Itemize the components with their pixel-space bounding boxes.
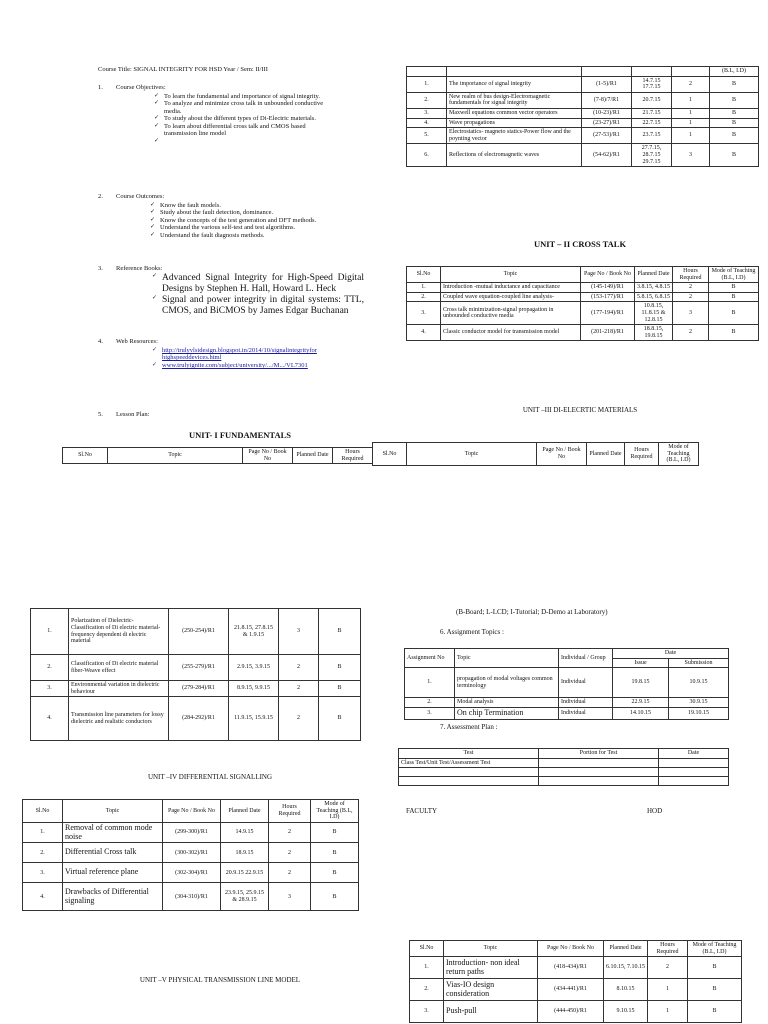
table-cell: Mode of Teaching (B.L, I.D): [311, 800, 359, 823]
objective-item: ✓ To learn the fundamental and importance of signal integrity.: [154, 93, 324, 100]
table-cell: [539, 758, 659, 768]
faculty-signature-label: FACULTY: [406, 807, 438, 815]
table-cell: [659, 758, 729, 768]
table-cell: B: [710, 92, 759, 108]
outcome-item: ✓ Study about the fault detection, dominance.: [150, 209, 370, 216]
table-cell: 1: [672, 108, 710, 118]
unit5-table: [409, 940, 742, 1023]
objectives-heading: Course Objectives:: [116, 84, 166, 91]
table-cell: 18.9.15: [221, 843, 269, 863]
table-cell: 1: [672, 92, 710, 108]
table-cell: B: [311, 863, 359, 883]
table-cell: 2.: [405, 698, 455, 708]
table-cell: Topic: [63, 800, 163, 823]
unit1-continued-table: [406, 66, 759, 167]
table-cell: 10.8.15, 11.8.15 & 12.8.15: [635, 302, 673, 325]
table-cell: 2: [673, 292, 709, 302]
table-cell: 14.9.15: [221, 822, 269, 843]
table-cell: (145-149)/R1: [581, 283, 635, 293]
table-cell: 3.: [405, 707, 455, 719]
table-cell: Individual: [559, 668, 613, 698]
header-slno: Sl.No: [63, 448, 108, 464]
table-cell: 2: [269, 843, 311, 863]
table-cell: 8.9.15, 9.9.15: [229, 681, 279, 697]
table-row: [410, 979, 742, 1001]
table-cell: 18.8.15, 19.8.15: [635, 325, 673, 341]
table-cell: 20.9.15 22.9.15: [221, 863, 269, 883]
unit3-title: UNIT –III DI-ELECRTIC MATERIALS: [522, 406, 638, 414]
table-cell: 3.: [407, 108, 447, 118]
table-cell: 10.9.15: [669, 668, 729, 698]
table-cell: B: [710, 76, 759, 92]
table-cell: Sl.No: [410, 941, 444, 957]
table-cell: (7-8)/7/R1: [582, 92, 632, 108]
table-cell: 2.9.15, 3.9.15: [229, 655, 279, 681]
unit3-header-table: [372, 442, 699, 466]
table-row: [399, 768, 729, 777]
table-cell: B: [710, 108, 759, 118]
unit4-table: [22, 799, 359, 911]
table-cell: 20.7.15: [632, 92, 672, 108]
table-cell: Individual / Group: [559, 649, 613, 668]
table-row: [23, 822, 359, 843]
lesson-plan-heading: Lesson Plan:: [116, 411, 150, 418]
table-cell: (304-310)/R1: [163, 883, 221, 911]
table-cell: 14.7.15 17.7.15: [632, 76, 672, 92]
table-cell: Submission: [669, 658, 729, 668]
unit1-title: UNIT- I FUNDAMENTALS: [188, 430, 291, 440]
table-cell: Introduction- non ideal return paths: [444, 957, 538, 979]
outcomes-list: [150, 202, 370, 239]
unit2-table: [406, 266, 759, 341]
header-hours: Hours Required: [333, 448, 373, 464]
table-cell: 2.: [407, 292, 441, 302]
table-cell: 1.: [405, 668, 455, 698]
table-cell: Polarization of Dielectric-Classification of Di electric material-frequency dependent di electric material: [69, 609, 169, 655]
table-cell: 5.8.15, 6.8.15: [635, 292, 673, 302]
table-cell: 14.10.15: [613, 707, 669, 719]
table-header-row: [399, 749, 729, 759]
table-cell: (434-441)/R1: [538, 979, 604, 1001]
table-cell: Date: [613, 649, 729, 659]
table-cell: [632, 67, 672, 77]
table-cell: (418-434)/R1: [538, 957, 604, 979]
table-cell: [407, 67, 447, 77]
table-cell: Differential Cross talk: [63, 843, 163, 863]
table-cell: Electrostatics- magneto statics-Power flow and the poynting vector: [447, 128, 582, 144]
table-cell: 1.: [31, 609, 69, 655]
table-cell: [659, 777, 729, 786]
table-row: [407, 76, 759, 92]
table-cell: B: [688, 957, 742, 979]
table-row: [31, 655, 361, 681]
table-cell: 23.9.15, 25.9.15 & 28.9.15: [221, 883, 269, 911]
table-cell: (10-23)/R1: [582, 108, 632, 118]
table-cell: (153-177)/R1: [581, 292, 635, 302]
outcome-item: ✓ Understand the various self-test and test algorithms.: [150, 224, 370, 231]
table-cell: Classification of Di electric material fiber-Weave effect: [69, 655, 169, 681]
table-cell: 19.10.15: [669, 707, 729, 719]
table-cell: Mode of Teaching (B.L, I.D): [688, 941, 742, 957]
table-cell: (177-194)/R1: [581, 302, 635, 325]
unit1-table: [62, 447, 373, 464]
table-cell: B: [311, 843, 359, 863]
table-cell: B: [311, 822, 359, 843]
table-header-row: [63, 448, 373, 464]
table-row: [405, 707, 729, 719]
table-cell: 4.: [23, 883, 63, 911]
table-cell: 1: [648, 1001, 688, 1023]
table-row: [407, 325, 759, 341]
table-cell: 9.10.15: [604, 1001, 648, 1023]
unit4-title: UNIT –IV DIFFERENTIAL SIGNALLING: [147, 773, 273, 781]
table-cell: 4.: [31, 697, 69, 741]
table-cell: 2: [673, 325, 709, 341]
table-cell: (299-300)/R1: [163, 822, 221, 843]
references-number: 3.: [98, 265, 103, 272]
table-cell: B: [688, 1001, 742, 1023]
table-cell: Planned Date: [604, 941, 648, 957]
table-cell: (302-304)/R1: [163, 863, 221, 883]
table-cell: Transmission line parameters for lossy dielectric and realistic conductors: [69, 697, 169, 741]
table-cell: 1.: [410, 957, 444, 979]
table-cell: Planned Date: [221, 800, 269, 823]
table-cell: 22.7.15: [632, 118, 672, 128]
table-row: [31, 609, 361, 655]
table-cell: 4.: [407, 325, 441, 341]
table-cell: Planned Date: [635, 267, 673, 283]
table-cell: 3.: [407, 302, 441, 325]
table-cell: Individual: [559, 698, 613, 708]
table-row: [407, 128, 759, 144]
table-cell: Page No / Book No: [581, 267, 635, 283]
references-list: [152, 273, 364, 317]
assessment-heading: 7. Assessment Plan :: [440, 723, 498, 731]
table-cell: 1: [648, 979, 688, 1001]
table-row: [23, 863, 359, 883]
web-number: 4.: [98, 338, 103, 345]
header-topic: Topic: [108, 448, 243, 464]
table-cell: 1: [672, 118, 710, 128]
table-cell: [447, 67, 582, 77]
table-cell: 5.: [407, 128, 447, 144]
table-cell: 21.8.15, 27.8.15 & 1.9.15: [229, 609, 279, 655]
outcome-item: ✓ Know the concepts of the test generation and DFT methods.: [150, 217, 370, 224]
table-cell: Sl.No: [373, 443, 407, 466]
table-cell: (201-218)/R1: [581, 325, 635, 341]
table-cell: Hours Required: [673, 267, 709, 283]
references-heading: Reference Books:: [116, 265, 163, 272]
objectives-number: 1.: [98, 84, 103, 91]
assessment-table: [398, 748, 729, 786]
table-cell: propagation of modal voltages common terminology: [455, 668, 559, 698]
assignment-table: [404, 648, 729, 720]
table-cell: 1.: [407, 283, 441, 293]
table-cell: B: [319, 697, 361, 741]
table-cell: 6.10.15, 7.10.15: [604, 957, 648, 979]
table-cell: 2.: [407, 92, 447, 108]
table-cell: Coupled wave equation-coupled line analysis-: [441, 292, 581, 302]
table-cell: 2.: [23, 843, 63, 863]
table-row: [31, 697, 361, 741]
table-cell: [582, 67, 632, 77]
reference-item: ✓ Advanced Signal Integrity for High-Speed Digital Designs by Stephen H. Hall, Howard L. Heck: [152, 273, 364, 295]
table-cell: Topic: [407, 443, 537, 466]
web-heading: Web Resources:: [116, 338, 158, 345]
table-cell: Planned Date: [587, 443, 625, 466]
table-cell: Drawbacks of Differential signaling: [63, 883, 163, 911]
table-cell: B: [319, 609, 361, 655]
table-cell: Page No / Book No: [538, 941, 604, 957]
table-cell: 2: [269, 822, 311, 843]
table-row: [23, 843, 359, 863]
table-row: [410, 1001, 742, 1023]
table-cell: Cross talk minimization-signal propagation in unbounded conductive media: [441, 302, 581, 325]
table-cell: Portion for Test: [539, 749, 659, 759]
header-page: Page No / Book No: [243, 448, 293, 464]
table-header-row: [373, 443, 699, 466]
table-cell: Individual: [559, 707, 613, 719]
table-cell: 2.: [410, 979, 444, 1001]
table-cell: Hours Required: [648, 941, 688, 957]
table-cell: 11.9.15, 15.9.15: [229, 697, 279, 741]
table-cell: 27.7.15, 28.7.15 29.7.15: [632, 144, 672, 167]
table-row: [399, 777, 729, 786]
unit2-title: UNIT – II CROSS TALK: [533, 239, 627, 249]
table-cell: 2: [279, 655, 319, 681]
header-date: Planned Date: [293, 448, 333, 464]
table-cell: 1.: [407, 76, 447, 92]
unit3-table: [30, 608, 361, 741]
table-cell: (444-450)/R1: [538, 1001, 604, 1023]
table-cell: Modal analysis: [455, 698, 559, 708]
outcomes-number: 2.: [98, 193, 103, 200]
table-row: [407, 144, 759, 167]
table-cell: B: [709, 292, 759, 302]
table-cell: [399, 777, 539, 786]
web-resource-link[interactable]: ✓ www.trulyignite.com/subject/university/.../M.../VL7301: [152, 362, 362, 369]
table-cell: Maxwell equations common vector operators: [447, 108, 582, 118]
table-row: [405, 668, 729, 698]
web-list: [152, 347, 362, 369]
table-cell: 21.7.15: [632, 108, 672, 118]
teaching-mode-legend: (B-Board; L-LCD; I-Tutorial; D-Demo at Laboratory): [456, 608, 608, 616]
objective-item: ✓ To learn about differential cross talk and CMOS based transmission line model: [154, 123, 324, 138]
table-row: [405, 698, 729, 708]
table-cell: On chip Termination: [455, 707, 559, 719]
table-cell: Mode of Teaching (B.L, I.D): [709, 267, 759, 283]
table-cell: (27-53)/R1: [582, 128, 632, 144]
table-cell: B: [319, 681, 361, 697]
table-header-row: [405, 649, 729, 659]
table-cell: Mode of Teaching (B.L, I.D): [659, 443, 699, 466]
table-cell: 3.: [410, 1001, 444, 1023]
table-cell: Removal of common mode noise: [63, 822, 163, 843]
table-cell: Topic: [455, 649, 559, 668]
table-cell: 22.9.15: [613, 698, 669, 708]
table-cell: Push-pull: [444, 1001, 538, 1023]
table-cell: B: [688, 979, 742, 1001]
table-cell: 1: [672, 128, 710, 144]
table-cell: (284-292)/R1: [169, 697, 229, 741]
table-cell: Classic conductor model for transmission model: [441, 325, 581, 341]
table-cell: [672, 67, 710, 77]
table-cell: 3.8.15, 4.8.15: [635, 283, 673, 293]
table-cell: (54-62)/R1: [582, 144, 632, 167]
table-cell: Introduction -mutual inductance and capacitance: [441, 283, 581, 293]
table-cell: 2: [279, 681, 319, 697]
table-cell: (23-27)/R1: [582, 118, 632, 128]
table-cell: (300-302)/R1: [163, 843, 221, 863]
table-cell: Test: [399, 749, 539, 759]
table-cell: (1-5)/R1: [582, 76, 632, 92]
table-cell: Issue: [613, 658, 669, 668]
table-cell: (255-279)/R1: [169, 655, 229, 681]
table-cell: [659, 768, 729, 777]
table-cell: B: [710, 128, 759, 144]
table-cell: Assignment No: [405, 649, 455, 668]
table-cell: 2: [269, 863, 311, 883]
table-cell: 2: [672, 76, 710, 92]
table-cell: Hours Required: [625, 443, 659, 466]
table-cell: B: [709, 283, 759, 293]
table-cell: 6.: [407, 144, 447, 167]
table-cell: 2: [648, 957, 688, 979]
table-row: [407, 302, 759, 325]
table-cell: 3.: [23, 863, 63, 883]
table-cell: 3.: [31, 681, 69, 697]
table-row: [410, 957, 742, 979]
table-cell: 3: [673, 302, 709, 325]
table-cell: Date: [659, 749, 729, 759]
table-cell: Class Test/Unit Test/Assessment Test: [399, 758, 539, 768]
table-cell: [539, 777, 659, 786]
table-cell: Hours Required: [269, 800, 311, 823]
table-cell: Wave propagations: [447, 118, 582, 128]
table-cell: New realm of bus design-Electromagnetic fundamentals for signal integrity: [447, 92, 582, 108]
table-cell: 2: [279, 697, 319, 741]
table-cell: 8.10.15: [604, 979, 648, 1001]
table-cell: [399, 768, 539, 777]
table-cell: Page No / Book No: [163, 800, 221, 823]
header-mode: (B.L, I.D): [710, 67, 759, 77]
table-row: [407, 283, 759, 293]
table-cell: B: [319, 655, 361, 681]
table-cell: Vias-IO design consideration: [444, 979, 538, 1001]
table-row: [407, 292, 759, 302]
table-row: [407, 92, 759, 108]
table-cell: B: [709, 325, 759, 341]
table-cell: Sl.No: [407, 267, 441, 283]
lesson-plan-number: 5.: [98, 411, 103, 418]
table-cell: Page No / Book No: [537, 443, 587, 466]
course-title: Course Title: SIGNAL INTEGRITY FOR HSD Year / Sem: II/III: [98, 66, 268, 73]
table-cell: 19.8.15: [613, 668, 669, 698]
table-cell: Topic: [444, 941, 538, 957]
table-row: [23, 883, 359, 911]
table-cell: 2: [673, 283, 709, 293]
table-cell: B: [710, 118, 759, 128]
table-cell: (250-254)/R1: [169, 609, 229, 655]
table-cell: B: [709, 302, 759, 325]
table-header-row: [23, 800, 359, 823]
table-cell: (279-284)/R1: [169, 681, 229, 697]
unit5-title: UNIT –V PHYSICAL TRANSMISSION LINE MODEL: [139, 976, 301, 984]
table-row: [399, 758, 729, 768]
table-cell: 23.7.15: [632, 128, 672, 144]
table-cell: Reflections of electromagnetic waves: [447, 144, 582, 167]
table-cell: B: [311, 883, 359, 911]
reference-item: ✓ Signal and power integrity in digital systems: TTL, CMOS, and BiCMOS by James Edgar Buchanan: [152, 295, 364, 317]
table-row: [407, 118, 759, 128]
table-header-row: [407, 67, 759, 77]
table-cell: 1.: [23, 822, 63, 843]
objective-item: ✓ To analyze and minimize cross talk in unbounded conductive media.: [154, 100, 324, 115]
table-cell: [539, 768, 659, 777]
assignment-heading: 6. Assignment Topics :: [440, 628, 504, 636]
table-cell: 3: [672, 144, 710, 167]
table-cell: Virtual reference plane: [63, 863, 163, 883]
table-cell: 30.9.15: [669, 698, 729, 708]
table-cell: Sl.No: [23, 800, 63, 823]
table-cell: The importance of signal integrity: [447, 76, 582, 92]
outcome-item: ✓ Know the fault models.: [150, 202, 370, 209]
web-resource-link[interactable]: ✓ http://trulyvlsidesign.blogspot.in/2014/10/signalintegrityfor highspeeddevices.html: [152, 347, 362, 362]
outcome-item: ✓ Understand the fault diagnosis methods.: [150, 232, 370, 239]
table-row: [407, 108, 759, 118]
table-row: [31, 681, 361, 697]
table-cell: Topic: [441, 267, 581, 283]
objectives-list: [154, 93, 324, 138]
objective-item: ✓ To study about the different types of Di-Electric materials.: [154, 115, 324, 122]
table-header-row: [410, 941, 742, 957]
table-cell: 3: [279, 609, 319, 655]
table-cell: B: [710, 144, 759, 167]
table-cell: 2.: [31, 655, 69, 681]
outcomes-heading: Course Outcomes:: [116, 193, 165, 200]
table-cell: Environmental variation in dielectric behaviour: [69, 681, 169, 697]
table-cell: 3: [269, 883, 311, 911]
table-header-row: [407, 267, 759, 283]
hod-signature-label: HOD: [647, 807, 663, 815]
table-cell: 4.: [407, 118, 447, 128]
